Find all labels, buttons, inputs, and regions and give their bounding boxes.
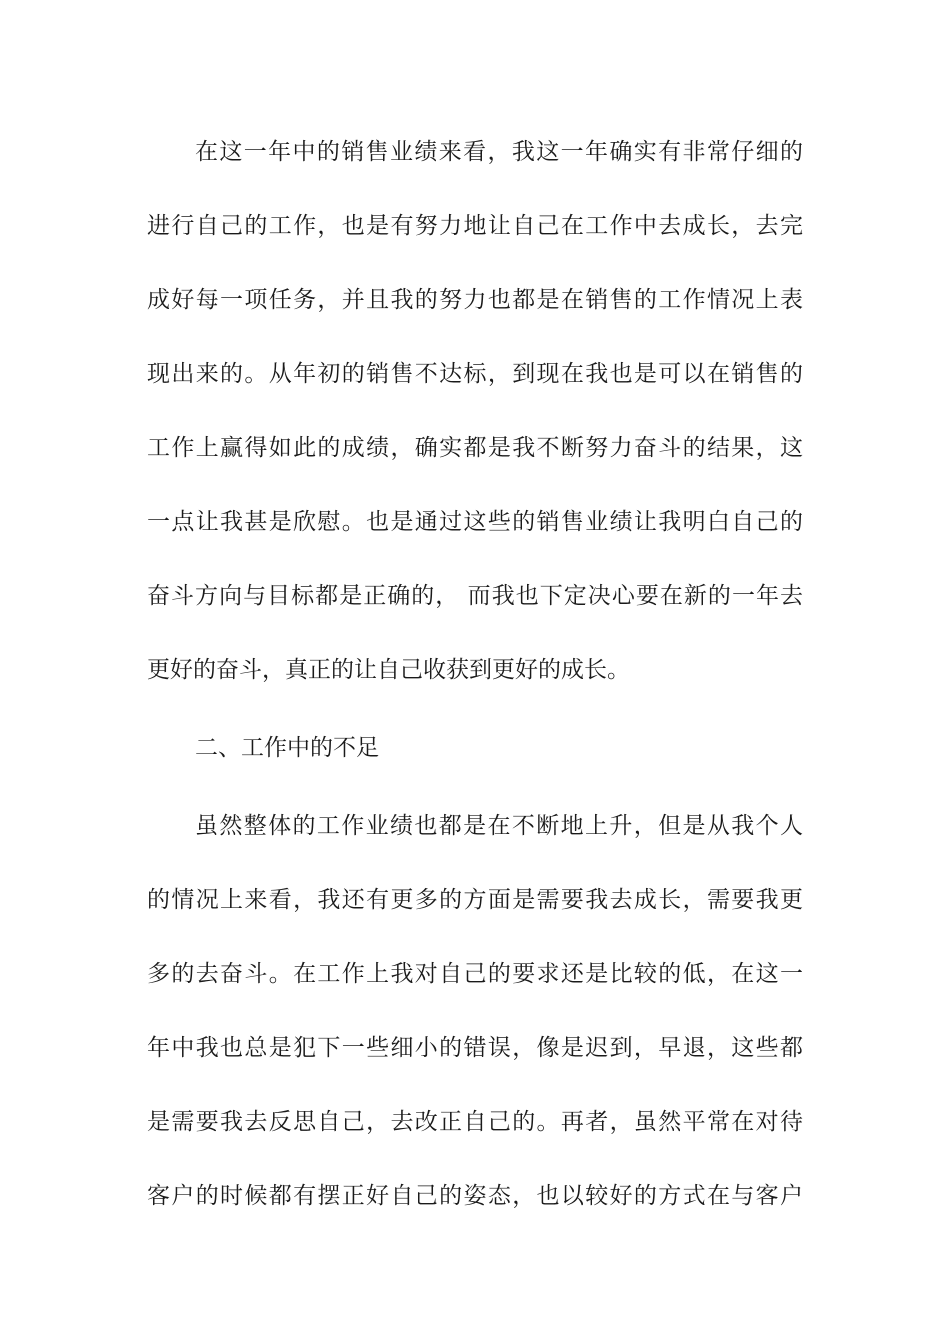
paragraph-2-line-5: 是需要我去反思自己，去改正自己的。再者，虽然平常在对待 (147, 1109, 803, 1135)
paragraph-1-line-2: 进行自己的工作，也是有努力地让自己在工作中去成长，去完 (147, 213, 803, 239)
paragraph-1-line-3: 成好每一项任务，并且我的努力也都是在销售的工作情况上表 (147, 287, 803, 313)
paragraph-1-line-6: 一点让我甚是欣慰。也是通过这些的销售业绩让我明白自己的 (147, 509, 803, 535)
paragraph-2-line-3: 多的去奋斗。在工作上我对自己的要求还是比较的低，在这一 (147, 961, 803, 987)
paragraph-2-line-6: 客户的时候都有摆正好自己的姿态，也以较好的方式在与客户 (147, 1183, 803, 1209)
paragraph-1-line-8: 更好的奋斗，真正的让自己收获到更好的成长。 (147, 657, 630, 683)
paragraph-2-line-1: 虽然整体的工作业绩也都是在不断地上升，但是从我个人 (195, 813, 803, 839)
section-heading: 二、工作中的不足 (195, 735, 379, 761)
paragraph-1-line-7: 奋斗方向与目标都是正确的， 而我也下定决心要在新的一年去 (147, 583, 803, 609)
paragraph-2-line-4: 年中我也总是犯下一些细小的错误，像是迟到，早退，这些都 (147, 1035, 803, 1061)
paragraph-1-line-1: 在这一年中的销售业绩来看，我这一年确实有非常仔细的 (195, 139, 803, 165)
paragraph-2-line-2: 的情况上来看，我还有更多的方面是需要我去成长，需要我更 (147, 887, 803, 913)
paragraph-1-line-5: 工作上赢得如此的成绩，确实都是我不断努力奋斗的结果，这 (147, 435, 803, 461)
paragraph-1-line-4: 现出来的。从年初的销售不达标，到现在我也是可以在销售的 (147, 361, 803, 387)
